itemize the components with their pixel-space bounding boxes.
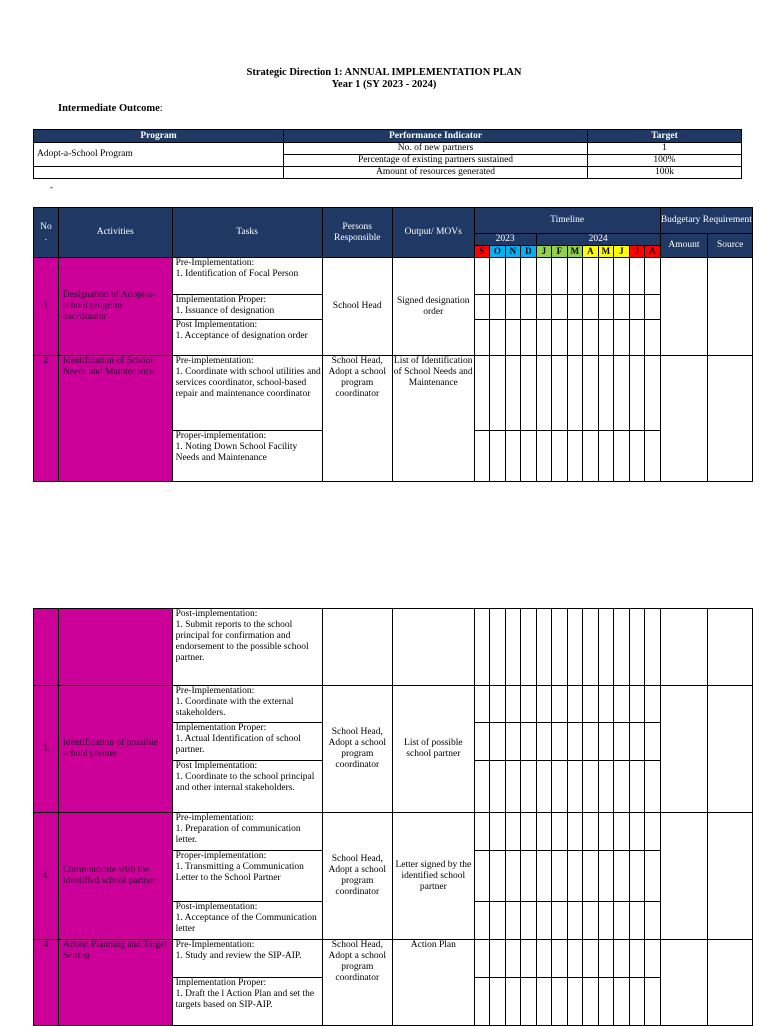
timeline-cell: [474, 978, 490, 1026]
year-2023: 2023: [474, 234, 536, 246]
timeline-cell: [583, 356, 599, 431]
program-table: [33, 129, 742, 179]
timeline-cell: [521, 940, 537, 978]
activity-number: 4: [34, 940, 59, 1026]
timeline-cell: [614, 320, 630, 356]
target-cell: 1: [588, 143, 742, 155]
document-subtitle: Year 1 (SY 2023 - 2024): [331, 79, 437, 90]
timeline-cell: [583, 609, 599, 686]
output-movs: List of possible school partner: [392, 686, 474, 813]
persons-responsible: School Head, Adopt a school program coordinator: [322, 940, 392, 1026]
timeline-cell: [645, 851, 661, 902]
timeline-cell: [505, 258, 521, 295]
timeline-cell: [474, 609, 490, 686]
timeline-cell: [629, 902, 645, 940]
intermediate-outcome: [58, 103, 163, 114]
timeline-cell: [567, 295, 583, 320]
timeline-cell: [474, 258, 490, 295]
source-cell: [708, 686, 753, 813]
activity-name: Communicate with the identified school partner: [58, 813, 172, 940]
timeline-cell: [598, 356, 614, 431]
timeline-cell: [474, 356, 490, 431]
timeline-cell: [567, 258, 583, 295]
timeline-cell: [583, 258, 599, 295]
timeline-cell: [552, 686, 568, 723]
month-cell: M: [567, 246, 583, 258]
month-cell: J: [614, 246, 630, 258]
task-cell: Post Implementation: 1. Acceptance of designation order: [172, 320, 322, 356]
amount-cell: [660, 609, 708, 686]
timeline-cell: [505, 686, 521, 723]
activity-number: 2: [34, 356, 59, 482]
intermediate-outcome-label: Intermediate Outcome: [58, 103, 160, 114]
timeline-cell: [598, 813, 614, 851]
timeline-cell: [614, 940, 630, 978]
timeline-cell: [490, 723, 506, 761]
timeline-cell: [552, 258, 568, 295]
output-movs: List of Identification of School Needs and Maintenance: [392, 356, 474, 482]
timeline-cell: [614, 258, 630, 295]
activity-name: [58, 609, 172, 686]
timeline-cell: [645, 320, 661, 356]
timeline-cell: [490, 686, 506, 723]
task-cell: Proper-implementation: 1. Noting Down School Facility Needs and Maintenance: [172, 431, 322, 482]
timeline-cell: [645, 723, 661, 761]
timeline-cell: [505, 813, 521, 851]
timeline-cell: [536, 902, 552, 940]
timeline-cell: [536, 813, 552, 851]
timeline-cell: [567, 851, 583, 902]
timeline-cell: [645, 978, 661, 1026]
timeline-cell: [490, 431, 506, 482]
timeline-cell: [645, 356, 661, 431]
timeline-cell: [536, 320, 552, 356]
source-cell: [708, 940, 753, 1026]
timeline-cell: [536, 356, 552, 431]
timeline-cell: [614, 851, 630, 902]
timeline-cell: [521, 902, 537, 940]
document-title: Strategic Direction 1: ANNUAL IMPLEMENTATION PLAN: [246, 67, 522, 78]
timeline-cell: [474, 723, 490, 761]
month-cell: J: [536, 246, 552, 258]
timeline-cell: [567, 320, 583, 356]
timeline-cell: [567, 902, 583, 940]
timeline-cell: [521, 320, 537, 356]
output-movs: Action Plan: [392, 940, 474, 1026]
timeline-cell: [629, 723, 645, 761]
source-cell: [708, 258, 753, 356]
month-cell: A: [583, 246, 599, 258]
col-timeline: Timeline: [474, 208, 660, 234]
timeline-cell: [567, 813, 583, 851]
timeline-cell: [629, 295, 645, 320]
timeline-cell: [598, 723, 614, 761]
timeline-cell: [598, 761, 614, 813]
timeline-cell: [629, 258, 645, 295]
timeline-cell: [614, 431, 630, 482]
timeline-cell: [490, 851, 506, 902]
col-tasks: Tasks: [172, 208, 322, 258]
output-movs: Signed designation order: [392, 258, 474, 356]
timeline-cell: [552, 761, 568, 813]
timeline-cell: [598, 320, 614, 356]
month-cell: J: [629, 246, 645, 258]
timeline-cell: [629, 978, 645, 1026]
timeline-cell: [536, 609, 552, 686]
task-cell: Pre-implementation: 1. Preparation of communication letter.: [172, 813, 322, 851]
timeline-cell: [583, 295, 599, 320]
timeline-cell: [474, 813, 490, 851]
timeline-cell: [536, 723, 552, 761]
implementation-table-part1: [33, 207, 753, 482]
timeline-cell: [567, 723, 583, 761]
col-no-dot: .: [44, 232, 48, 243]
timeline-cell: [629, 761, 645, 813]
timeline-cell: [474, 761, 490, 813]
timeline-cell: [598, 851, 614, 902]
task-cell: Implementation Proper: 1. Issuance of designation: [172, 295, 322, 320]
timeline-cell: [598, 902, 614, 940]
timeline-cell: [614, 813, 630, 851]
timeline-cell: [474, 295, 490, 320]
timeline-cell: [567, 940, 583, 978]
timeline-cell: [490, 940, 506, 978]
intermediate-outcome-colon: :: [159, 103, 163, 114]
task-cell: Pre-Implementation: 1. Identification of Focal Person: [172, 258, 322, 295]
col-source: Source: [708, 234, 753, 258]
output-movs: [392, 609, 474, 686]
timeline-cell: [645, 761, 661, 813]
month-cell: O: [490, 246, 506, 258]
timeline-cell: [521, 431, 537, 482]
timeline-cell: [536, 940, 552, 978]
month-cell: S: [474, 246, 490, 258]
timeline-cell: [474, 320, 490, 356]
col-amount: Amount: [660, 234, 708, 258]
timeline-cell: [521, 813, 537, 851]
persons-responsible: School Head, Adopt a school program coordinator: [322, 813, 392, 940]
timeline-cell: [474, 940, 490, 978]
timeline-cell: [552, 295, 568, 320]
persons-responsible: [322, 609, 392, 686]
timeline-cell: [552, 723, 568, 761]
timeline-cell: [552, 902, 568, 940]
timeline-cell: [490, 761, 506, 813]
month-cell: F: [552, 246, 568, 258]
indicator-cell: No. of new partners: [284, 143, 588, 155]
timeline-cell: [567, 686, 583, 723]
timeline-cell: [552, 431, 568, 482]
timeline-cell: [614, 609, 630, 686]
year-2024: 2024: [536, 234, 660, 246]
timeline-cell: [521, 851, 537, 902]
timeline-cell: [645, 258, 661, 295]
timeline-cell: [598, 609, 614, 686]
source-cell: [708, 813, 753, 940]
timeline-cell: [521, 356, 537, 431]
timeline-cell: [490, 902, 506, 940]
timeline-cell: [552, 851, 568, 902]
timeline-cell: [629, 609, 645, 686]
timeline-cell: [536, 761, 552, 813]
timeline-cell: [598, 258, 614, 295]
timeline-cell: [614, 761, 630, 813]
month-cell: M: [598, 246, 614, 258]
timeline-cell: [536, 851, 552, 902]
timeline-cell: [645, 813, 661, 851]
activity-number: [34, 609, 59, 686]
col-no-label: No: [40, 221, 52, 232]
timeline-cell: [645, 686, 661, 723]
timeline-cell: [583, 813, 599, 851]
persons-responsible: School Head, Adopt a school program coordinator: [322, 356, 392, 482]
timeline-cell: [490, 295, 506, 320]
source-cell: [708, 356, 753, 482]
timeline-cell: [567, 761, 583, 813]
target-cell: 100%: [588, 155, 742, 167]
col-output: Output/ MOVs: [392, 208, 474, 258]
timeline-cell: [521, 295, 537, 320]
timeline-cell: [505, 356, 521, 431]
timeline-cell: [552, 940, 568, 978]
timeline-cell: [598, 978, 614, 1026]
timeline-cell: [521, 761, 537, 813]
timeline-cell: [629, 813, 645, 851]
timeline-cell: [614, 902, 630, 940]
separator-mark: -: [50, 182, 53, 192]
col-persons: Persons Responsible: [322, 208, 392, 258]
timeline-cell: [505, 851, 521, 902]
timeline-cell: [629, 851, 645, 902]
amount-cell: [660, 258, 708, 356]
timeline-cell: [567, 978, 583, 1026]
target-cell: 100k: [588, 167, 742, 179]
timeline-cell: [598, 940, 614, 978]
timeline-cell: [552, 978, 568, 1026]
col-activities: Activities: [58, 208, 172, 258]
timeline-cell: [645, 902, 661, 940]
timeline-cell: [536, 258, 552, 295]
timeline-cell: [490, 609, 506, 686]
timeline-cell: [614, 295, 630, 320]
persons-responsible: School Head, Adopt a school program coordinator: [322, 686, 392, 813]
timeline-cell: [474, 686, 490, 723]
program-name: Adopt-a-School Program: [34, 143, 284, 167]
activity-name: Identification of possible school partner: [58, 686, 172, 813]
program-header: Program: [34, 130, 284, 143]
timeline-cell: [583, 723, 599, 761]
activity-number: 4.: [34, 813, 59, 940]
indicator-cell: Amount of resources generated: [284, 167, 588, 179]
timeline-cell: [629, 356, 645, 431]
activity-number: 1: [34, 258, 59, 356]
timeline-cell: [614, 356, 630, 431]
task-cell: Post-implementation: 1. Submit reports to the school principal for confirmation and endorsement to the possible school partner.: [172, 609, 322, 686]
amount-cell: [660, 813, 708, 940]
output-movs: Letter signed by the identified school partner: [392, 813, 474, 940]
task-cell: Post Implementation: 1. Coordinate to the school principal and other internal stakeholders.: [172, 761, 322, 813]
timeline-cell: [490, 258, 506, 295]
task-cell: Pre-implementation: 1. Coordinate with school utilities and services coordinator, school-based repair and maintenance coordinator: [172, 356, 322, 431]
timeline-cell: [505, 902, 521, 940]
timeline-cell: [614, 686, 630, 723]
activity-number: 3.: [34, 686, 59, 813]
timeline-cell: [536, 431, 552, 482]
col-budget: Budgetary Requirement: [660, 208, 752, 234]
source-cell: [708, 609, 753, 686]
task-cell: Pre-Implementation: 1. Coordinate with the external stakeholders.: [172, 686, 322, 723]
indicator-header: Performance Indicator: [284, 130, 588, 143]
timeline-cell: [552, 609, 568, 686]
task-cell: Implementation Proper: 1. Draft the l Action Plan and set the targets based on SIP-AIP.: [172, 978, 322, 1026]
timeline-cell: [505, 431, 521, 482]
timeline-cell: [629, 320, 645, 356]
timeline-cell: [645, 431, 661, 482]
timeline-cell: [505, 940, 521, 978]
timeline-cell: [583, 761, 599, 813]
amount-cell: [660, 356, 708, 482]
timeline-cell: [490, 356, 506, 431]
target-header: Target: [588, 130, 742, 143]
timeline-cell: [645, 295, 661, 320]
timeline-cell: [505, 978, 521, 1026]
timeline-cell: [521, 258, 537, 295]
timeline-cell: [614, 978, 630, 1026]
timeline-cell: [567, 609, 583, 686]
implementation-table-part2: [33, 608, 753, 1026]
program-empty-cell: [34, 167, 284, 179]
timeline-cell: [629, 431, 645, 482]
timeline-cell: [521, 978, 537, 1026]
timeline-cell: [583, 320, 599, 356]
timeline-cell: [490, 320, 506, 356]
timeline-cell: [505, 295, 521, 320]
timeline-cell: [536, 295, 552, 320]
timeline-cell: [521, 723, 537, 761]
amount-cell: [660, 940, 708, 1026]
month-cell: N: [505, 246, 521, 258]
timeline-cell: [629, 686, 645, 723]
timeline-cell: [505, 761, 521, 813]
timeline-cell: [583, 902, 599, 940]
timeline-cell: [552, 813, 568, 851]
month-cell: D: [521, 246, 537, 258]
task-cell: Pre-Implementation: 1. Study and review the SIP-AIP.: [172, 940, 322, 978]
task-cell: Implementation Proper: 1. Actual Identification of school partner.: [172, 723, 322, 761]
timeline-cell: [505, 320, 521, 356]
timeline-cell: [474, 431, 490, 482]
timeline-cell: [490, 978, 506, 1026]
timeline-cell: [552, 320, 568, 356]
timeline-cell: [598, 431, 614, 482]
timeline-cell: [567, 356, 583, 431]
task-cell: Proper-implementation: 1. Transmitting a Communication Letter to the School Partner: [172, 851, 322, 902]
activity-name: Action Planning and Target Setting: [58, 940, 172, 1026]
timeline-cell: [536, 686, 552, 723]
timeline-cell: [536, 978, 552, 1026]
timeline-cell: [505, 609, 521, 686]
month-cell: A: [645, 246, 661, 258]
timeline-cell: [474, 902, 490, 940]
timeline-cell: [614, 723, 630, 761]
timeline-cell: [598, 295, 614, 320]
timeline-cell: [583, 686, 599, 723]
timeline-cell: [490, 813, 506, 851]
indicator-cell: Percentage of existing partners sustained: [284, 155, 588, 167]
persons-responsible: School Head: [322, 258, 392, 356]
timeline-cell: [583, 851, 599, 902]
timeline-cell: [598, 686, 614, 723]
timeline-cell: [567, 431, 583, 482]
timeline-cell: [474, 851, 490, 902]
timeline-cell: [583, 431, 599, 482]
timeline-cell: [645, 609, 661, 686]
timeline-cell: [521, 686, 537, 723]
activity-name: Identification of School Needs and Maintenance: [58, 356, 172, 482]
timeline-cell: [505, 723, 521, 761]
timeline-cell: [629, 940, 645, 978]
col-no: [34, 208, 59, 258]
timeline-cell: [552, 356, 568, 431]
amount-cell: [660, 686, 708, 813]
timeline-cell: [521, 609, 537, 686]
timeline-cell: [583, 978, 599, 1026]
timeline-cell: [583, 940, 599, 978]
timeline-cell: [645, 940, 661, 978]
activity-name: Designation of Adopt-a-school program coordinator: [58, 258, 172, 356]
task-cell: Post-implementation: 1. Acceptance of the Communication letter: [172, 902, 322, 940]
